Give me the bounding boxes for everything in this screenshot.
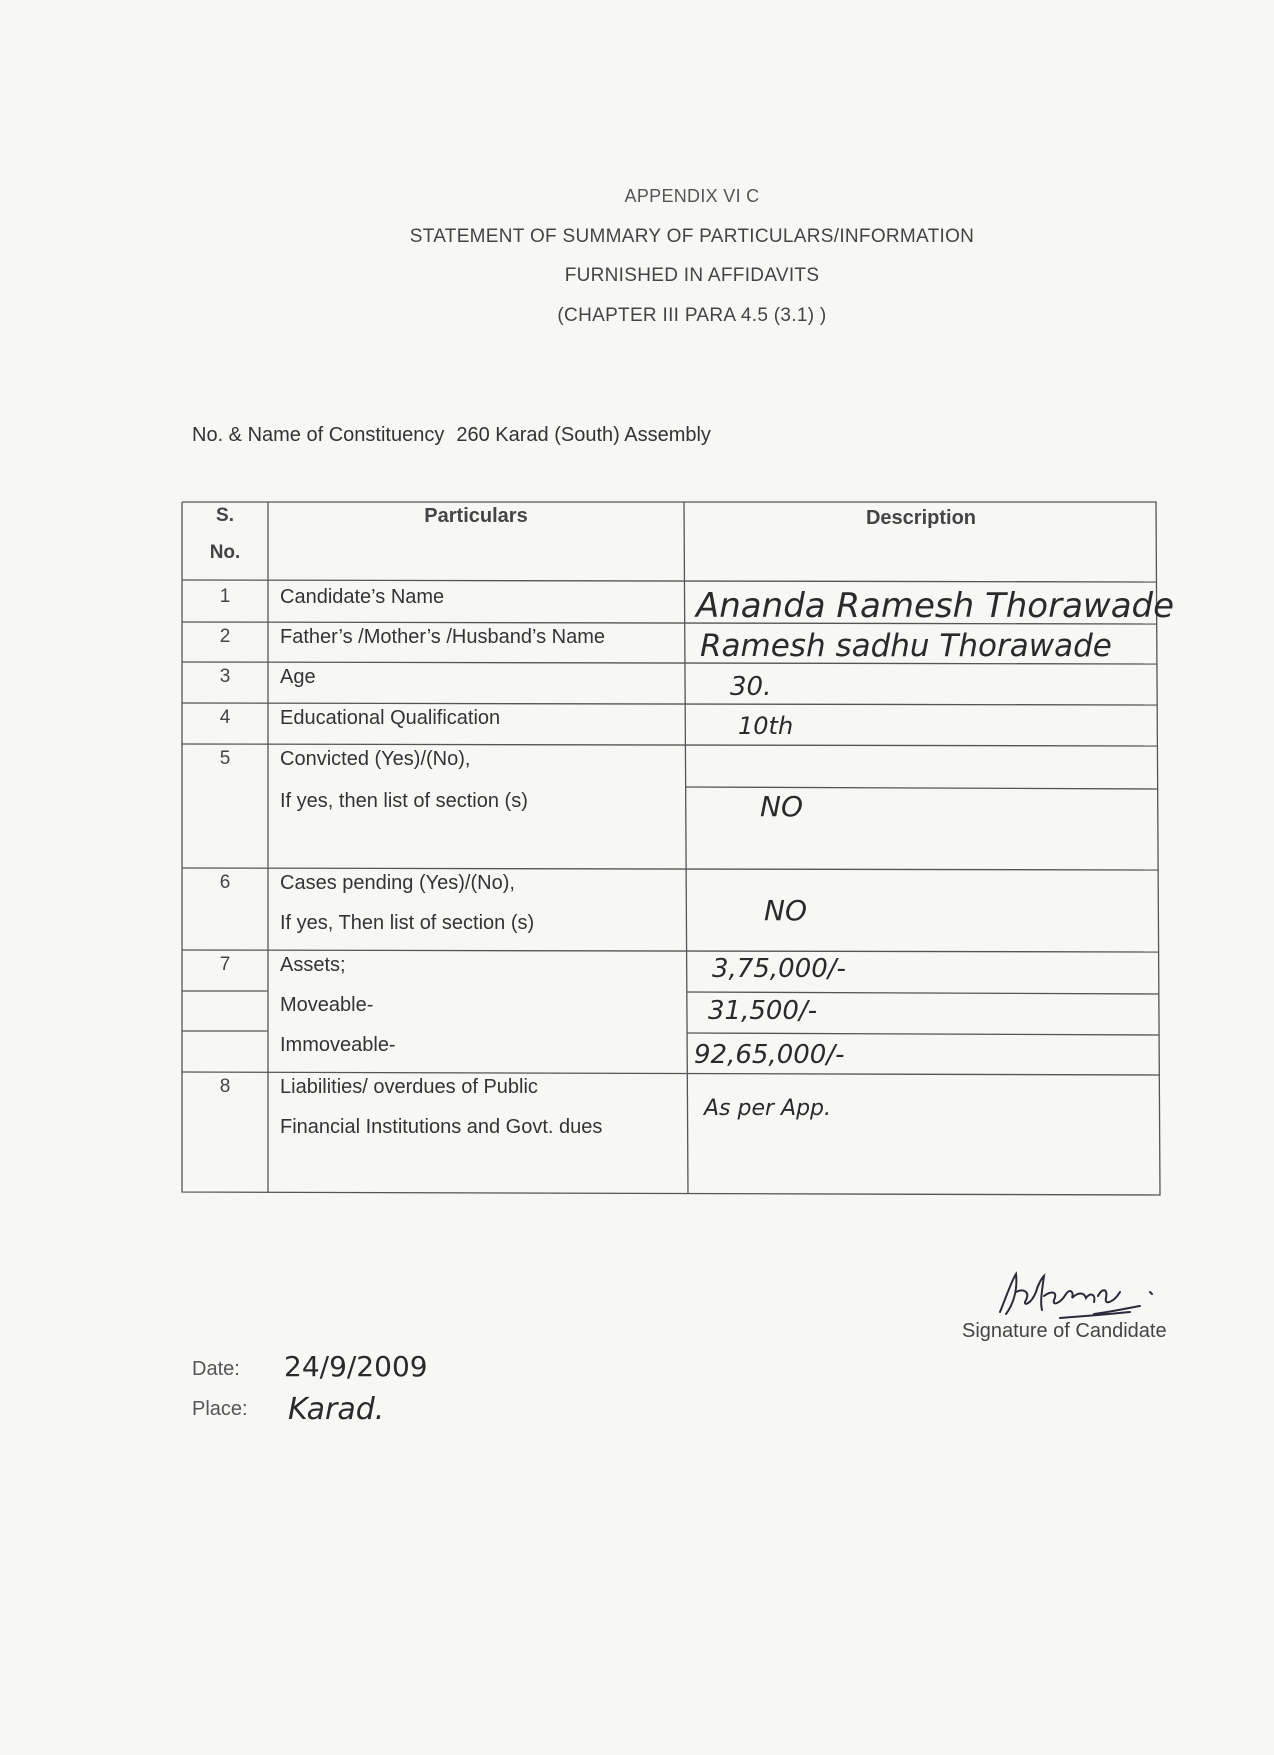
statement-title-line3: (CHAPTER III PARA 4.5 (3.1) )	[557, 305, 827, 326]
row-6-value: NO	[764, 894, 807, 927]
statement-title-line2: FURNISHED IN AFFIDAVITS	[564, 265, 820, 286]
date-label: Date:	[192, 1358, 240, 1380]
statement-title-line1: STATEMENT OF SUMMARY OF PARTICULARS/INFORMATION	[409, 226, 975, 247]
row-5-particular-line2: If yes, then list of section (s)	[280, 790, 528, 812]
header-particulars: Particulars	[424, 505, 528, 527]
row-7-sno: 7	[219, 954, 231, 975]
signature-label: Signature of Candidate	[962, 1320, 1167, 1342]
row-8-sno: 8	[219, 1076, 231, 1097]
row-7-total-value: 3,75,000/-	[712, 954, 846, 984]
row-7-moveable-label: Moveable-	[280, 994, 374, 1016]
row-2-sno: 2	[219, 626, 231, 647]
row-2-value: Ramesh sadhu Thorawade	[700, 628, 1112, 664]
row-5-sno: 5	[219, 748, 231, 769]
row-1-particular: Candidate’s Name	[280, 586, 445, 608]
place-value: Karad.	[288, 1392, 385, 1427]
row-6-particular-line2: If yes, Then list of section (s)	[280, 912, 535, 934]
row-7-immoveable-value: 92,65,000/-	[694, 1040, 845, 1070]
row-4-sno: 4	[219, 707, 231, 728]
row-8-particular: Liabilities/ overdues of Public	[280, 1076, 538, 1098]
row-3-sno: 3	[219, 666, 231, 687]
row-3-particular: Age	[280, 666, 316, 688]
row-7-immoveable-label: Immoveable-	[280, 1034, 396, 1056]
row-7-particular: Assets;	[280, 954, 346, 976]
row-6-sno: 6	[219, 872, 231, 893]
row-5-particular: Convicted (Yes)/(No),	[280, 748, 471, 770]
row-3-value: 30.	[730, 672, 772, 702]
date-value: 24/9/2009	[284, 1350, 428, 1383]
row-5-value: NO	[760, 790, 803, 823]
constituency-value: 260 Karad (South) Assembly	[456, 424, 711, 446]
header-sno-line2: No.	[209, 542, 241, 563]
place-label: Place:	[192, 1398, 248, 1420]
row-1-sno: 1	[219, 586, 231, 607]
row-8-value: As per App.	[704, 1096, 832, 1121]
row-4-value: 10th	[738, 712, 794, 740]
header-sno-line1: S.	[216, 505, 234, 526]
row-1-value: Ananda Ramesh Thorawade	[696, 586, 1175, 626]
constituency-label: No. & Name of Constituency	[192, 424, 445, 446]
appendix-title: APPENDIX VI C	[624, 186, 760, 206]
row-6-particular: Cases pending (Yes)/(No),	[280, 872, 515, 894]
row-8-particular-line2: Financial Institutions and Govt. dues	[280, 1116, 603, 1138]
row-7-moveable-value: 31,500/-	[708, 996, 818, 1026]
header-description: Description	[865, 507, 977, 529]
row-2-particular: Father’s /Mother’s /Husband’s Name	[280, 626, 605, 648]
row-4-particular: Educational Qualification	[280, 707, 501, 729]
